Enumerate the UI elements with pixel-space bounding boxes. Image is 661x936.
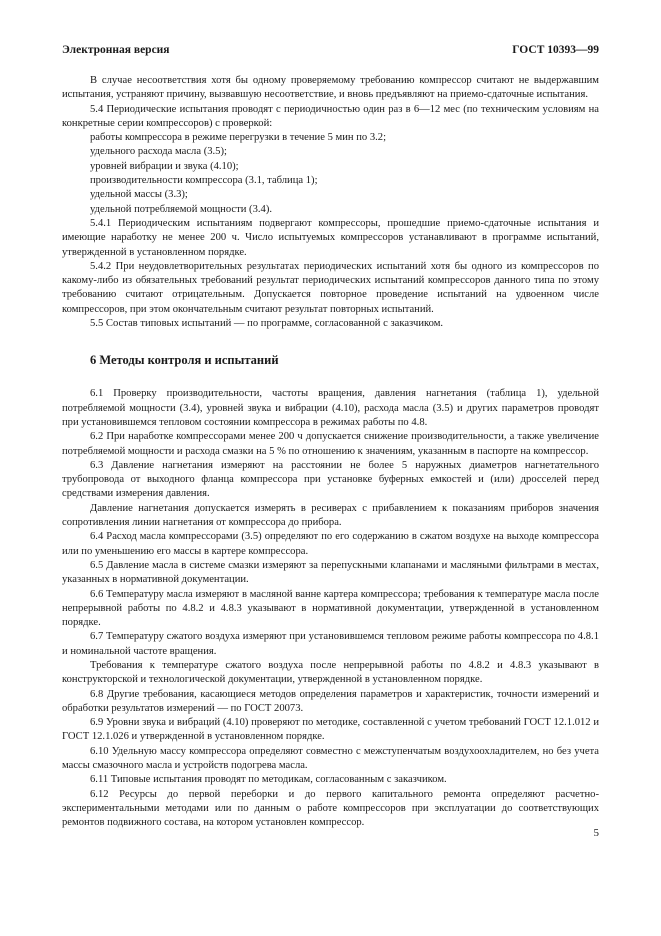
header-edition-label: Электронная версия: [62, 44, 170, 56]
paragraph-6-3: 6.3 Давление нагнетания измеряют на расстоянии не более 5 наружных диаметров нагнетательного трубопровода от выходного фланца компрессора при установке буферных емкостей и (или) дросселей перед средствами измерения давления.: [62, 459, 599, 500]
paragraph-5-4-1: 5.4.1 Периодическим испытаниям подвергают компрессоры, прошедшие приемо-сдаточные испытания и имеющие наработку не менее 200 ч. Число испытуемых компрессоров устанавливают в программе испытаний, утвержденной в установленном порядке.: [62, 217, 599, 258]
paragraph-6-6: 6.6 Температуру масла измеряют в масляной ванне картера компрессора; требования к температуре масла после непрерывной работы по 4.8.2 и 4.8.3 указывают в нормативной документации, утвержденной в установленном порядке.: [62, 588, 599, 629]
document-body: [62, 74, 599, 831]
page-number: 5: [593, 827, 599, 839]
paragraph-5-5: 5.5 Состав типовых испытаний — по программе, согласованной с заказчиком.: [90, 318, 444, 330]
list-item: удельного расхода масла (3.5);: [90, 146, 227, 158]
paragraph-6-11: 6.11 Типовые испытания проводят по методикам, согласованным с заказчиком.: [90, 774, 447, 786]
list-item: производительности компрессора (3.1, таблица 1);: [90, 175, 318, 187]
list-item: уровней вибрации и звука (4.10);: [90, 160, 239, 172]
list-item: работы компрессора в режиме перегрузки в течение 5 мин по 3.2;: [90, 132, 387, 144]
header-standard-code: ГОСТ 10393—99: [512, 44, 599, 56]
paragraph-6-8: 6.8 Другие требования, касающиеся методов определения параметров и характеристик, точности измерений и обработки результатов измерений — по ГОСТ 20073.: [62, 688, 599, 714]
paragraph-5-4: 5.4 Периодические испытания проводят с периодичностью один раз в 6—12 мес (по техническим условиям на конкретные серии компрессоров) с проверкой:: [62, 103, 599, 129]
paragraph-6-7: 6.7 Температуру сжатого воздуха измеряют при установившемся тепловом режиме работы компрессора по 4.8.1 и номинальной частоте вращения.: [62, 631, 599, 657]
paragraph-6-1: 6.1 Проверку производительности, частоты вращения, давления нагнетания (таблица 1), удельной потребляемой мощности (3.4), уровней звука и вибрации (4.10), расхода масла (3.5) и других параметров проводят при установившемся тепловом состоянии компрессора в режимах работы по 4.8.: [62, 388, 599, 428]
list-item: удельной массы (3.3);: [90, 189, 188, 201]
paragraph-6-12: 6.12 Ресурсы до первой переборки и до первого капитального ремонта определяют расчетно-экспериментальными методами или по данным о работе компрессоров при эксплуатации до соответствующих ремонтов подвижного состава, на котором установлен компрессор.: [62, 788, 599, 829]
paragraph-6-4: 6.4 Расход масла компрессорами (3.5) определяют по его содержанию в сжатом воздухе на выходе компрессора или по уменьшению его массы в картере компрессора.: [62, 531, 599, 557]
paragraph-6-9: 6.9 Уровни звука и вибраций (4.10) проверяют по методике, составленной с учетом требований ГОСТ 12.1.012 и ГОСТ 12.1.026 и утвержденной в установленном порядке.: [62, 717, 599, 743]
paragraph-nonconformity: В случае несоответствия хотя бы одному проверяемому требованию компрессор считают не выдержавшим испытания, устраняют причину, вызвавшую несоответствие, и вновь предъявляют на приемо-сдаточные испытания.: [62, 75, 599, 101]
list-item: удельной потребляемой мощности (3.4).: [90, 203, 272, 215]
paragraph-6-3-note: Давление нагнетания допускается измерять в ресиверах с прибавлением к показаниям приборов значения сопротивления линии нагнетания от компрессора до прибора.: [62, 502, 599, 529]
section-heading: 6 Методы контроля и испытаний: [90, 353, 279, 368]
paragraph-6-5: 6.5 Давление масла в системе смазки измеряют за перепускными клапанами и масляными фильтрами в местах, указанных в нормативной документации.: [62, 559, 599, 586]
paragraph-5-4-2: 5.4.2 При неудовлетворительных результатах периодических испытаний хотя бы одного из компрессоров по какому-либо из обязательных требований результат периодических испытаний компрессоров данного типа по этому требованию считают отрицательным. Допускается повторное проведение испытаний на удвоенном числе компрессоров, при этом окончательным считают результат повторных испытаний.: [62, 260, 599, 315]
paragraph-6-2: 6.2 При наработке компрессорами менее 200 ч допускается снижение производительности, а также увеличение потребляемой мощности и расхода смазки на 5 % по отношению к значениям, указанным в паспорте на компрессор.: [62, 431, 599, 457]
page-header: [62, 44, 599, 60]
paragraph-6-10: 6.10 Удельную массу компрессора определяют совместно с межступенчатым воздухоохладителем, но без учета массы смазочного масла и устройств подогрева масла.: [62, 745, 599, 772]
paragraph-6-7-note: Требования к температуре сжатого воздуха после непрерывной работы по 4.8.2 и 4.8.3 указывают в конструкторской и технологической документации, утвержденной в установленном порядке.: [62, 659, 599, 686]
